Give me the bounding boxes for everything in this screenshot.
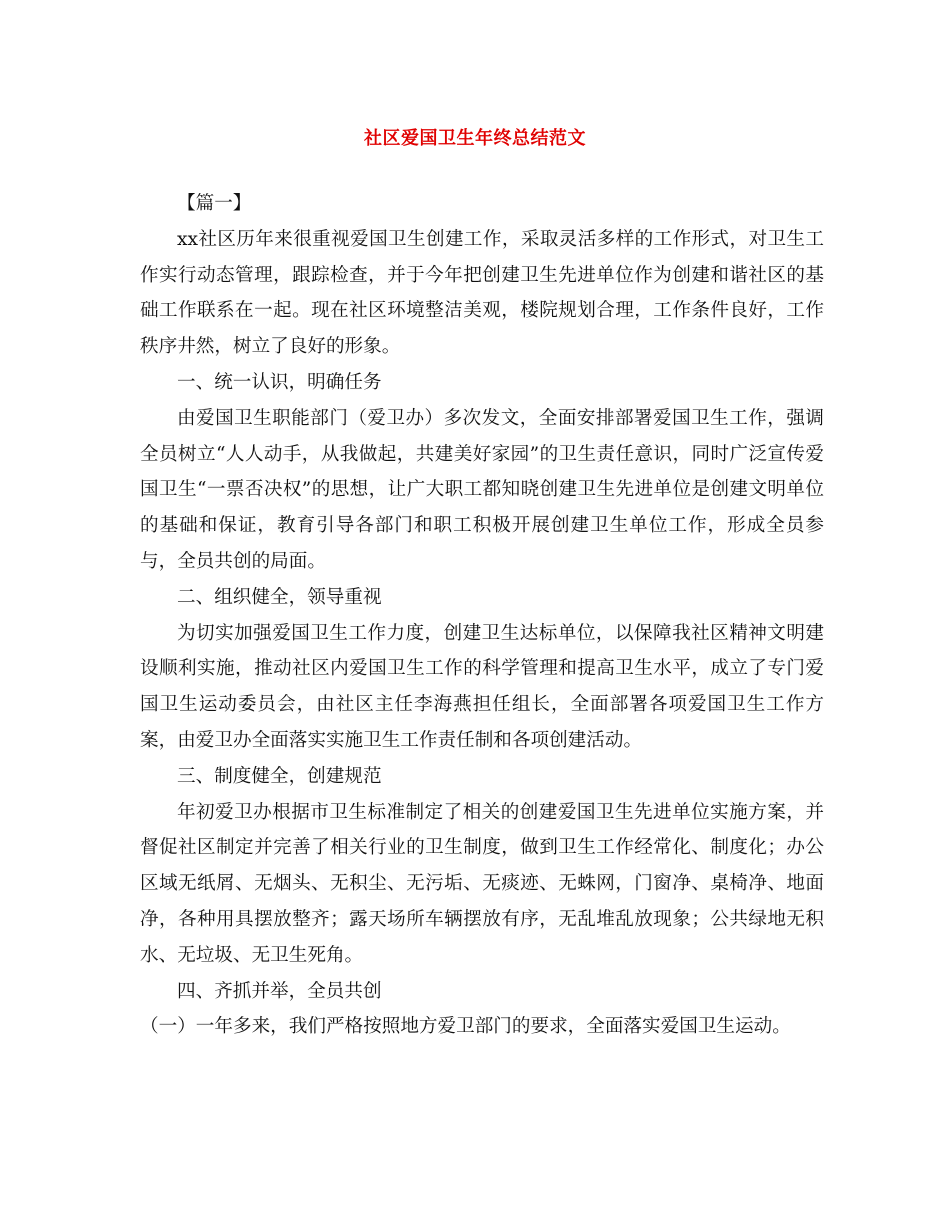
document-body — [140, 186, 824, 1045]
document-title: 社区爱国卫生年终总结范文 — [364, 128, 586, 149]
paragraph-4: （一）一年多来，我们严格按照地方爱卫部门的要求，全面落实爱国卫生运动。 — [140, 1016, 791, 1038]
paragraph-2: 为切实加强爱国卫生工作力度，创建卫生达标单位，以保障我社区精神文明建设顺利实施，推动社区内爱国卫生工作的科学管理和提高卫生水平，成立了专门爱国卫生运动委员会，由社区主任李海燕担任组长，全面部署各项爱国卫生工作方案，由爱卫办全面落实实施卫生工作责任制和各项创建活动。 — [140, 622, 824, 751]
paragraph-3: 年初爱卫办根据市卫生标准制定了相关的创建爱国卫生先进单位实施方案，并督促社区制定并完善了相关行业的卫生制度，做到卫生工作经常化、制度化；办公区域无纸屑、无烟头、无积尘、无污垢、无痰迹、无蛛网，门窗净、桌椅净、地面净，各种用具摆放整齐；露天场所车辆摆放有序，无乱堆乱放现象；公共绿地无积水、无垃圾、无卫生死角。 — [140, 801, 824, 966]
heading-1: 一、统一认识，明确任务 — [177, 371, 382, 393]
section-label: 【篇一】 — [177, 193, 252, 214]
heading-4: 四、齐抓并举，全员共创 — [177, 980, 382, 1002]
paragraph-1: 由爱国卫生职能部门（爱卫办）多次发文，全面安排部署爱国卫生工作，强调全员树立“人人动手，从我做起，共建美好家园”的卫生责任意识，同时广泛宣传爱国卫生“一票否决权”的思想，让广大职工都知晓创建卫生先进单位是创建文明单位的基础和保证，教育引导各部门和职工积极开展创建卫生单位工作，形成全员参与，全员共创的局面。 — [140, 407, 824, 572]
paragraph-intro: xx社区历年来很重视爱国卫生创建工作，采取灵活多样的工作形式，对卫生工作实行动态管理，跟踪检查，并于今年把创建卫生先进单位作为创建和谐社区的基础工作联系在一起。现在社区环境整洁美观，楼院规划合理，工作条件良好，工作秩序井然，树立了良好的形象。 — [140, 228, 824, 358]
heading-3: 三、制度健全，创建规范 — [177, 765, 382, 787]
heading-2: 二、组织健全，领导重视 — [177, 586, 382, 608]
